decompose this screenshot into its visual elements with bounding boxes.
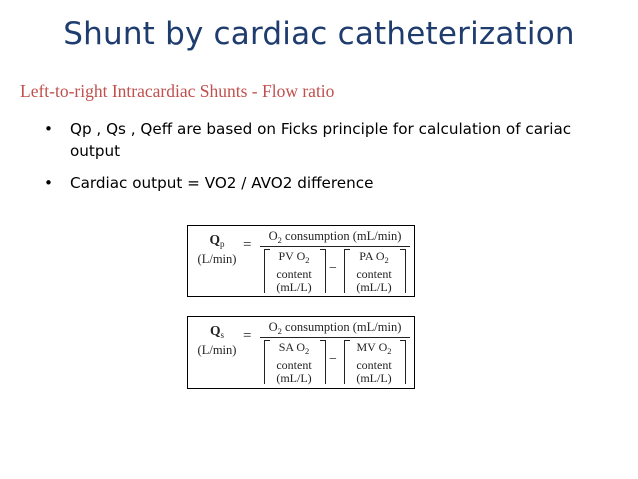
formula-term-1: PV $O_2$ content (mL/L) (276, 249, 312, 294)
formula-qs-image (187, 316, 415, 389)
formula-lhs: $Q_s$ (L/min) (197, 323, 237, 357)
formula-numerator: $O_2$ consumption (mL/min) (268, 320, 402, 336)
bullet-text: Qp , Qs , Qeff are based on Ficks principle for calculation of cariac output (70, 120, 572, 160)
equals-sign: = (243, 328, 252, 344)
minus-sign: − (329, 261, 337, 276)
fraction-bar (260, 246, 410, 247)
slide-title: Shunt by cardiac catheterization (63, 16, 575, 52)
formula-qp-image (187, 225, 415, 297)
formula-term-2: MV $O_2$ content (mL/L) (356, 340, 392, 385)
bullet-item (44, 118, 614, 162)
equals-sign: = (243, 237, 252, 253)
bullet-icon: • (44, 120, 53, 138)
slide-subtitle: Left-to-right Intracardiac Shunts - Flow ratio (20, 81, 335, 101)
bullet-icon: • (44, 174, 53, 192)
fraction-bar (260, 337, 410, 338)
formula-lhs: $Q_p$ (L/min) (197, 232, 237, 266)
formula-term-2: PA $O_2$ content (mL/L) (356, 249, 392, 294)
bullet-item (44, 172, 614, 194)
bullet-text: Cardiac output = VO2 / AVO2 difference (70, 174, 374, 192)
bullet-list (44, 118, 614, 204)
formula-term-1: SA $O_2$ content (mL/L) (276, 340, 312, 385)
formula-numerator: $O_2$ consumption (mL/min) (268, 229, 402, 245)
minus-sign: − (329, 352, 337, 367)
